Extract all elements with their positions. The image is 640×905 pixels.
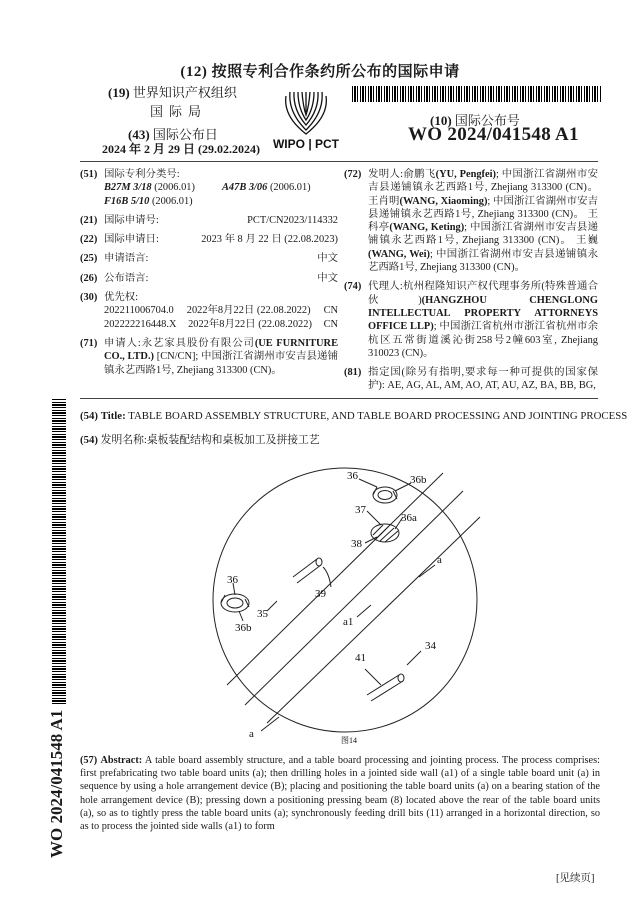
field-21-application-number: (21) 国际申请号: PCT/CN2023/114332 <box>80 214 338 226</box>
svg-text:WIPO | PCT: WIPO | PCT <box>272 137 340 151</box>
rod-39-end <box>316 558 322 566</box>
figure-circle-outline <box>213 468 477 732</box>
document-title: (12) 按照专利合作条约所公布的国际申请 <box>180 64 460 80</box>
leader-41 <box>365 669 381 685</box>
side-publication-number: WO 2024/041548 A1 <box>47 709 66 858</box>
figure-label: 36b <box>235 622 252 634</box>
organization-name <box>108 84 237 101</box>
figure-label: a1 <box>343 616 354 628</box>
leader-a1 <box>357 605 371 617</box>
figure-label: 36 <box>347 470 358 482</box>
leader-36b-left <box>239 611 243 621</box>
patent-figure-14 <box>205 455 485 745</box>
section-divider <box>80 398 598 399</box>
connector-36-top-inner <box>378 491 392 500</box>
board-edge-line <box>267 517 480 723</box>
continued-note: [见续页] <box>556 873 595 884</box>
figure-label: a <box>249 728 254 740</box>
bibliographic-right-column <box>344 168 598 397</box>
field-26-publication-language: (26) 公布语言: 中文 <box>80 272 338 284</box>
bureau-name: 国际局 <box>150 104 208 119</box>
connector-36-top <box>373 487 397 503</box>
org-code: (19) <box>108 85 130 100</box>
leader-a-bottom <box>261 717 279 731</box>
header-barcode <box>352 86 602 102</box>
figure-drawing <box>205 455 485 745</box>
figure-label: 38 <box>351 538 362 550</box>
field-81-designated-states: (81) 指定国(除另有指明,要求每一种可提供的国家保护): AE, AG, AL, AM, AO, AT, AU, AZ, BA, BB, BG, <box>344 367 598 392</box>
field-74-agent: (74) 代理人:杭州程隆知识产权代理事务所(特殊普通合伙)(HANGZHOU CHENGLONG INTELLECTUAL PROPERTY ATTORNEYS OFFICE LLP); 中国浙江省杭州市浙江省杭州市余杭区五常街道溪沁街258号2幢603室, Zhejiang 310023 (CN)。 <box>344 281 598 359</box>
wipo-emblem-icon <box>266 86 346 152</box>
leader-36 <box>359 479 377 487</box>
figure-label: 37 <box>355 504 366 516</box>
org-name: 世界知识产权组织 <box>132 85 237 100</box>
leader-36b <box>395 483 411 491</box>
field-30-priority: (30) 优先权: 202211006704.0 2022年8月22日 (22.08.2022) CN 202222216448.X 2022年8月22日 (22.08.2022) CN <box>80 292 338 330</box>
publication-number: WO 2024/041548 A1 <box>408 124 579 145</box>
figure-label: 39 <box>315 588 326 600</box>
abstract: (57) Abstract: A table board assembly structure, and a table board processing and jointing process. The process comprises: first prefabricating two table board units (a); then drilling holes in a jointed side wall (a1) of a single table board unit (a) in sequence by using a hole arrangement device (B); placing and positioning the table board units (a) on a bearing station of the hole arrangement device (B); pressing down a positioning pressing beam (8) located above the rear of the table board units (a), so as to tightly press the table board units (a); synchronously feeding drill bits (11) arranged in a horizontal direction, so as to process the jointed side walls (a1) to form <box>80 755 600 833</box>
board-edge-line <box>245 491 463 705</box>
publication-date: 2024 年 2 月 29 日 (29.02.2024) <box>102 142 260 156</box>
leader-35 <box>267 601 277 611</box>
connector-36-left <box>221 594 249 612</box>
publication-date-label: (43) 国际公布日 <box>128 127 218 142</box>
figure-caption: 图14 <box>341 736 357 745</box>
field-71-applicant: (71) 申请人:永艺家具股份有限公司(UE FURNITURE CO., LTD.) [CN/CN]; 中国浙江省湖州市安吉县递铺镇永艺西路1号, Zhejiang 313300 (CN)。 <box>80 337 338 376</box>
figure-label: 34 <box>425 640 436 652</box>
connector-36-left-inner <box>227 598 243 608</box>
publication-number-label: (10) 国际公布号 <box>430 113 520 128</box>
header-divider <box>80 161 598 162</box>
board-edge-line <box>227 473 443 685</box>
priority-entry: 202222216448.X 2022年8月22日 (22.08.2022) CN <box>104 318 338 330</box>
wipo-logo <box>266 86 346 152</box>
figure-label: 36a <box>401 512 417 524</box>
rod-39 <box>293 559 321 583</box>
field-25-filing-language: (25) 申请语言: 中文 <box>80 253 338 265</box>
rod-41-end <box>398 674 404 682</box>
figure-label: 36 <box>227 574 238 586</box>
leader-a <box>419 565 435 577</box>
figure-label: a <box>437 554 442 566</box>
bibliographic-left-column <box>80 168 338 381</box>
field-72-inventors: (72) 发明人:俞鹏飞(YU, Pengfei); 中国浙江省湖州市安吉县递铺镇永艺西路1号, Zhejiang 313300 (CN)。 王肖明(WANG, Xiaoming); 中国浙江省湖州市安吉县递铺镇永艺西路1号, Zhejiang 313300 (CN)。 王科亭(WANG, Keting); 中国浙江省湖州市安吉县递铺镇永艺西路1号, Zhejiang 313300 (CN)。 王巍(WANG, Wei); 中国浙江省湖州市安吉县递铺镇永艺西路1号, Zhejiang 313300 (CN)。 <box>344 169 599 274</box>
leader-34 <box>407 651 421 665</box>
title-chinese: (54) 发明名称:桌板装配结构和桌板加工及拼接工艺 <box>80 434 320 446</box>
field-22-filing-date: (22) 国际申请日: 2023 年 8 月 22 日 (22.08.2023) <box>80 234 338 246</box>
title-english: (54) Title: TABLE BOARD ASSEMBLY STRUCTURE, AND TABLE BOARD PROCESSING AND JOINTING PROCESS <box>80 410 628 422</box>
figure-label: 41 <box>355 652 366 664</box>
leader-37 <box>367 511 381 525</box>
figure-label: 35 <box>257 608 268 620</box>
side-barcode <box>52 398 66 704</box>
figure-label: 36b <box>410 474 427 486</box>
priority-entry: 202211006704.0 2022年8月22日 (22.08.2022) CN <box>104 305 338 317</box>
field-51-ipc: (51) 国际专利分类号: B27M 3/18 (2006.01) A47B 3/06 (2006.01) F16B 5/10 (2006.01) <box>80 169 311 207</box>
